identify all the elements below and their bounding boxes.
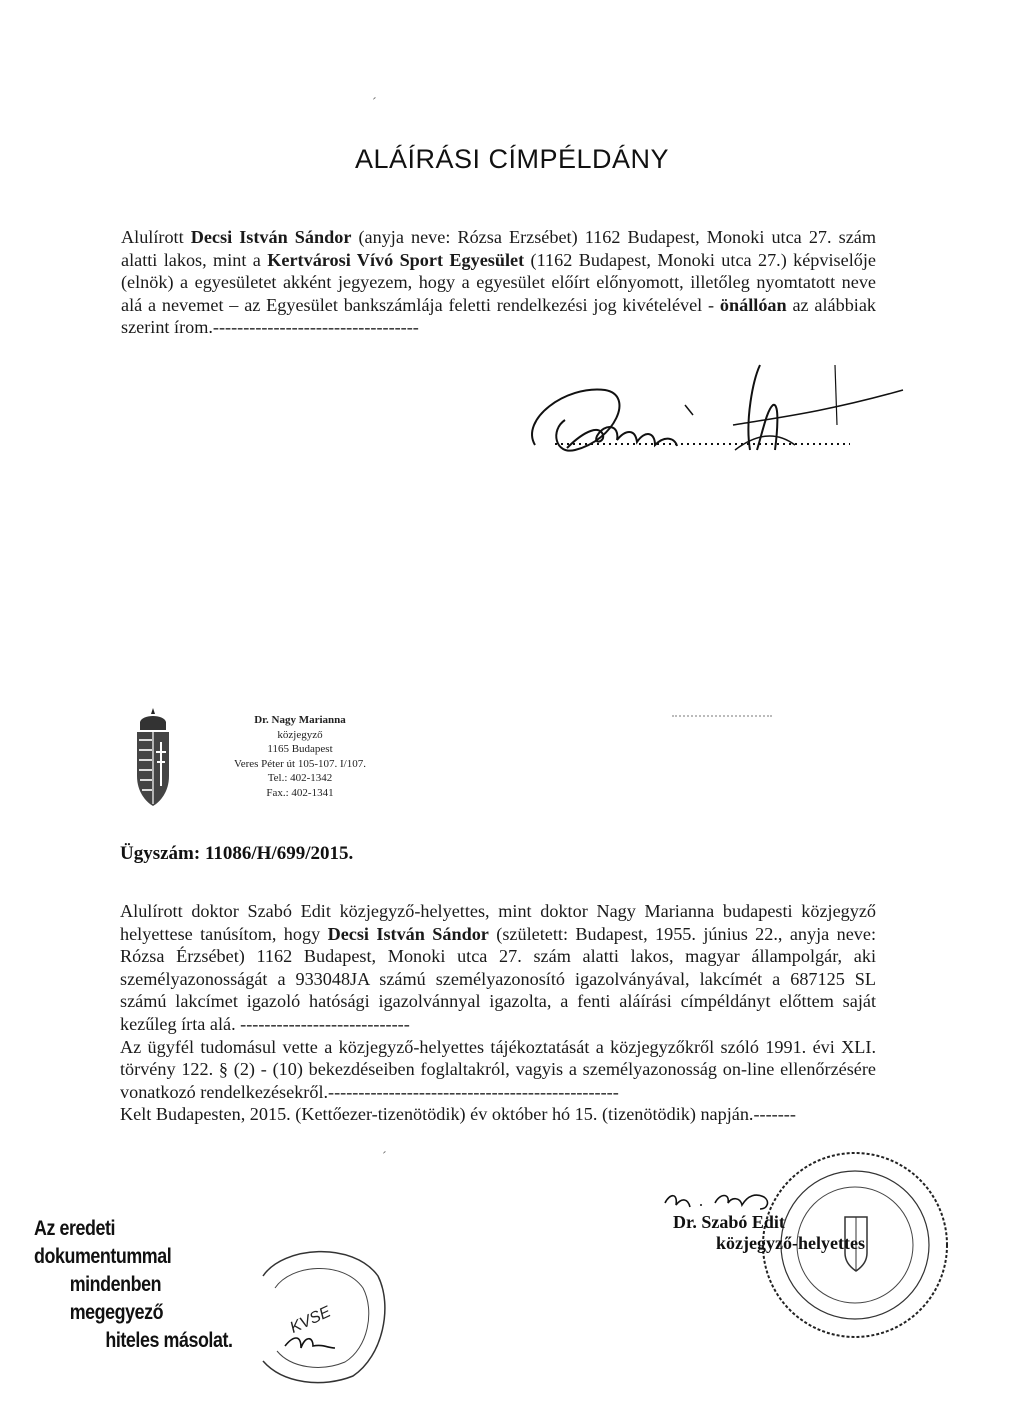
signer-block	[655, 1212, 865, 1254]
document-title: ALÁÍRÁSI CÍMPÉLDÁNY	[354, 144, 670, 174]
hungarian-coat-of-arms-icon	[134, 706, 172, 810]
copy-note-line-2: mindenben megegyező	[69, 1273, 164, 1324]
notary-tel: Tel.: 402-1342	[267, 772, 333, 785]
certified-person-name: Decsi István Sándor	[327, 923, 489, 944]
copy-note-line-3: hiteles másolat.	[105, 1329, 233, 1352]
declaration-text-3: (1162 Budapest, Monoki utca 27.) képviselője (elnök) a egyesületet akként jegyezem, hogy a egyesület előírt előnyomott, illetőleg nyomtatott neve alá a nevemet – az Egyesület bankszámlája feletti rendelkezési jog kivételével -	[121, 249, 876, 315]
case-number: Ügyszám: 11086/H/699/2015.	[120, 843, 354, 864]
notary-city: 1165 Budapest	[267, 743, 333, 756]
declaration-text-2: (anyja neve: Rózsa Erzsébet) 1162 Budapest, Monoki utca 27. szám alatti lakos, mint a	[121, 227, 876, 270]
copy-note-line-1: Az eredeti dokumentummal	[34, 1217, 172, 1268]
club-name: Kertvárosi Vívó Sport Egyesület	[267, 249, 525, 270]
declaration-text-4: az alábbiak szerint írom.----------------------------------	[121, 294, 877, 338]
scan-dots	[672, 715, 772, 717]
certification-information-note: Az ügyfél tudomásul vette a közjegyző-helyettes tájékoztatását a közjegyzőkről szóló 1991. évi XLI. törvény 122. § (2) - (10) bekezdéseiben foglaltakról, vagyis a személyazonosság on-line ellenőrzésére vonatkozó rendelkezésekről.------------------------------------------------	[120, 1036, 876, 1102]
signer-name: Dr. Szabó Edit	[673, 1212, 785, 1232]
signer-role: közjegyző-helyettes	[716, 1233, 865, 1253]
certification-paragraph	[120, 900, 876, 1126]
club-stamp-center: KVSE	[287, 1303, 334, 1337]
notary-fax: Fax.: 402-1341	[266, 786, 334, 799]
declaration-bold-phrase: önállóan	[719, 294, 787, 315]
notary-name: Dr. Nagy Marianna	[254, 714, 346, 726]
declaration-text-1: Alulírott	[121, 227, 191, 247]
certification-main	[120, 900, 876, 1036]
certification-text-2: (született: Budapest, 1955. június 22., anyja neve: Rózsa Érzsébet) 1162 Budapest, Monoki utca 27. szám alatti lakos, magyar állampolgár, aki személyazonosságát a 933048JA számú személyazonosító igazolványával, lakcímét a 687125 SL számú lakcímet igazoló hatósági igazolvánnyal igazolta, a fenti aláírási címpéldányt előttem saját kezűleg írta alá. ----------------------------	[120, 923, 877, 1034]
declaration-paragraph	[121, 226, 876, 339]
certified-copy-note	[34, 1215, 255, 1355]
notary-address: Veres Péter út 105-107. I/107.	[234, 757, 366, 770]
certification-date-line: Kelt Budapesten, 2015. (Kettőezer-tizenötödik) év október hó 15. (tizenötödik) napján.-------	[120, 1104, 796, 1125]
club-stamp	[243, 1236, 388, 1386]
scan-mark: ´	[382, 1150, 387, 1165]
notary-title: közjegyző	[277, 728, 323, 741]
declarant-signature	[505, 350, 905, 475]
scan-mark: ´	[372, 96, 377, 111]
certification-text-1: Alulírott doktor Szabó Edit közjegyző-helyettes, mint doktor Nagy Marianna budapesti közjegyző helyettese tanúsítom, hogy	[120, 901, 876, 944]
deputy-signature	[660, 1175, 790, 1215]
notary-letterhead	[220, 713, 380, 801]
declarant-name: Decsi István Sándor	[190, 227, 352, 247]
